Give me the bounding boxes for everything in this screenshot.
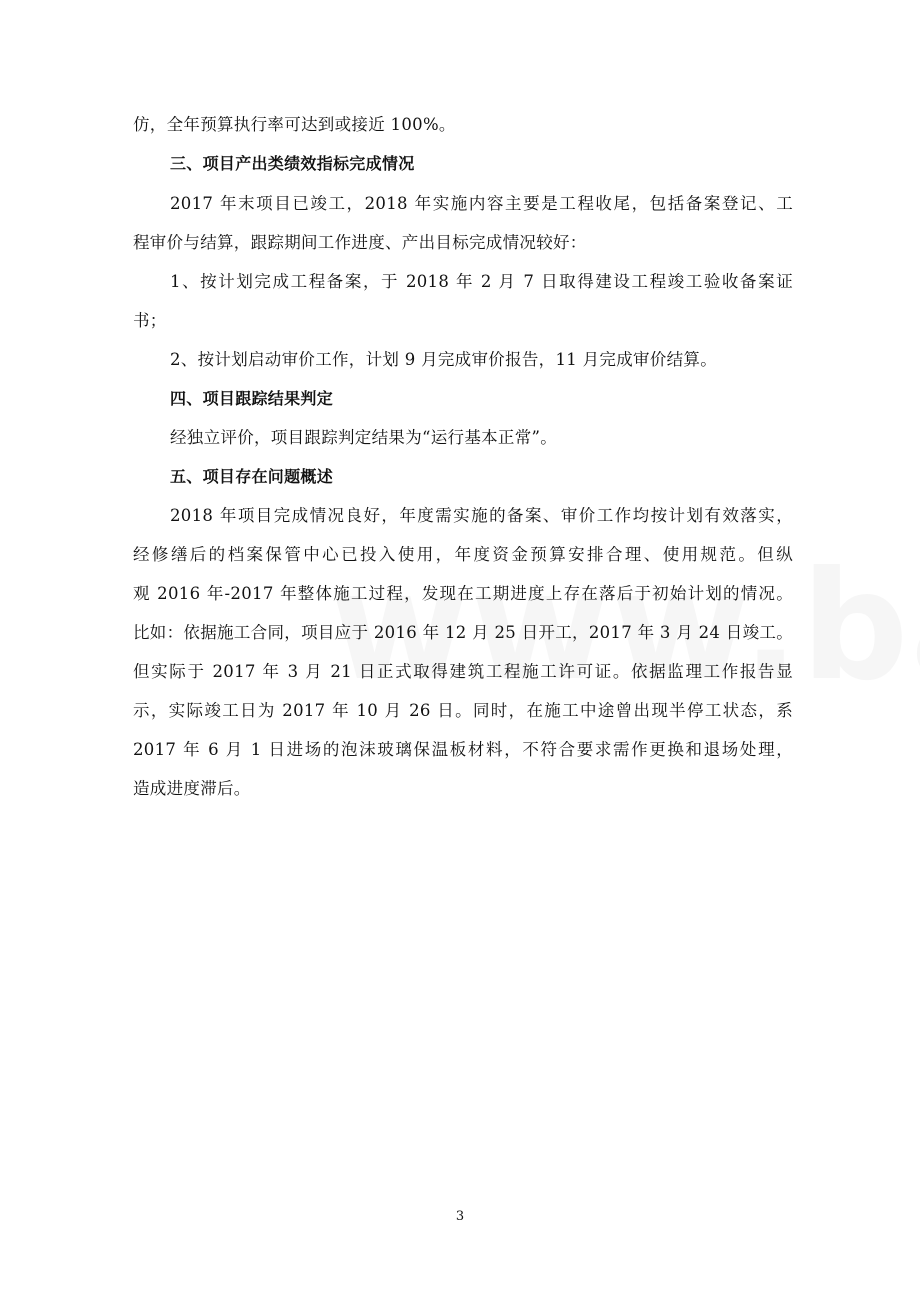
paragraph-line: 2018 年项目完成情况良好，年度需实施的备案、审价工作均按计划有效落实， bbox=[170, 506, 793, 525]
list-item-2: 2、按计划启动审价工作，计划 9 月完成审价报告，11 月完成审价结算。 bbox=[170, 350, 718, 369]
paragraph-line: 经独立评价，项目跟踪判定结果为“运行基本正常”。 bbox=[170, 428, 558, 447]
paragraph-line: 示，实际竣工日为 2017 年 10 月 26 日。同时，在施工中途曾出现半停工状态，系 bbox=[133, 701, 793, 720]
page-number: 3 bbox=[455, 1209, 465, 1224]
list-item-1: 1、按计划完成工程备案，于 2018 年 2 月 7 日取得建设工程竣工验收备案证 bbox=[170, 272, 793, 291]
paragraph-line: 造成进度滞后。 bbox=[133, 779, 251, 798]
section-heading-3: 三、项目产出类绩效指标完成情况 bbox=[170, 154, 415, 173]
paragraph-line: 2017 年 6 月 1 日进场的泡沫玻璃保温板材料，不符合要求需作更换和退场处理， bbox=[133, 740, 793, 759]
paragraph-line: 仿，全年预算执行率可达到或接近 100%。 bbox=[133, 115, 456, 134]
section-heading-4: 四、项目跟踪结果判定 bbox=[170, 389, 334, 408]
paragraph-line: 2017 年末项目已竣工，2018 年实施内容主要是工程收尾，包括备案登记、工 bbox=[170, 194, 793, 213]
paragraph-line: 观 2016 年-2017 年整体施工过程，发现在工期进度上存在落后于初始计划的情况。 bbox=[133, 584, 793, 603]
paragraph-line: 经修缮后的档案保管中心已投入使用，年度资金预算安排合理、使用规范。但纵 bbox=[133, 545, 793, 564]
paragraph-line: 但实际于 2017 年 3 月 21 日正式取得建筑工程施工许可证。依据监理工作报告显 bbox=[133, 662, 793, 681]
paragraph-line: 书； bbox=[133, 311, 167, 330]
paragraph-line: 比如：依据施工合同，项目应于 2016 年 12 月 25 日开工，2017 年 3 月 24 日竣工。 bbox=[133, 623, 793, 642]
paragraph-line: 程审价与结算，跟踪期间工作进度、产出目标完成情况较好： bbox=[133, 233, 587, 252]
section-heading-5: 五、项目存在问题概述 bbox=[170, 467, 334, 486]
